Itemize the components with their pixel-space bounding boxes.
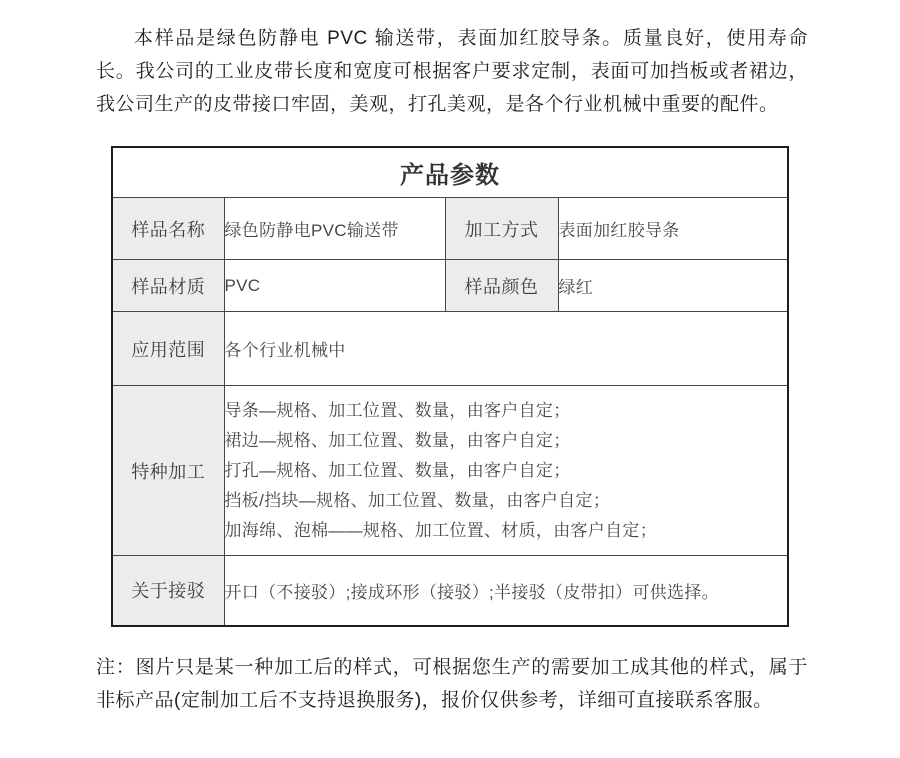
param-value-sample-name: 绿色防静电PVC输送带 xyxy=(224,198,445,260)
table-title-row xyxy=(112,147,788,198)
param-label-sample-material: 样品材质 xyxy=(112,260,224,312)
special-processing-line: 裙边—规格、加工位置、数量，由客户自定； xyxy=(224,430,571,450)
note-paragraph: 注：图片只是某一种加工后的样式，可根据您生产的需要加工成其他的样式，属于非标产品(定制加工后不支持退换服务)，报价仅供参考，详细可直接联系客服。 xyxy=(96,656,808,711)
param-label-special-processing: 特种加工 xyxy=(112,386,224,556)
special-processing-line: 导条—规格、加工位置、数量，由客户自定； xyxy=(224,400,571,420)
table-row xyxy=(112,312,788,386)
special-processing-line: 加海绵、泡棉——规格、加工位置、材质，由客户自定； xyxy=(224,520,657,540)
special-processing-line: 挡板/挡块—规格、加工位置、数量，由客户自定； xyxy=(224,490,611,510)
intro-paragraph: 本样品是绿色防静电 PVC 输送带，表面加红胶导条。质量良好，使用寿命长。我公司的工业皮带长度和宽度可根据客户要求定制，表面可加挡板或者裙边，我公司生产的皮带接口牢固，美观，打孔美观，是各个行业机械中重要的配件。 xyxy=(96,28,808,115)
table-row xyxy=(112,198,788,260)
special-processing-line: 打孔—规格、加工位置、数量，由客户自定； xyxy=(224,460,571,480)
param-value-splicing: 开口（不接驳）;接成环形（接驳）;半接驳（皮带扣）可供选择。 xyxy=(224,556,788,626)
param-label-application-scope: 应用范围 xyxy=(112,312,224,386)
param-label-splicing: 关于接驳 xyxy=(112,556,224,626)
param-label-sample-name: 样品名称 xyxy=(112,198,224,260)
param-label-sample-color: 样品颜色 xyxy=(445,260,558,312)
param-value-sample-material: PVC xyxy=(224,260,445,312)
product-description-page xyxy=(0,22,900,758)
table-row xyxy=(112,386,788,556)
table-title: 产品参数 xyxy=(112,147,788,198)
param-label-processing-method: 加工方式 xyxy=(445,198,558,260)
param-value-application-scope: 各个行业机械中 xyxy=(224,312,788,386)
product-params-table xyxy=(111,146,789,627)
table-row xyxy=(112,260,788,312)
param-value-sample-color: 绿红 xyxy=(558,260,788,312)
param-value-special-processing xyxy=(224,386,788,556)
table-row xyxy=(112,556,788,626)
param-value-processing-method: 表面加红胶导条 xyxy=(558,198,788,260)
